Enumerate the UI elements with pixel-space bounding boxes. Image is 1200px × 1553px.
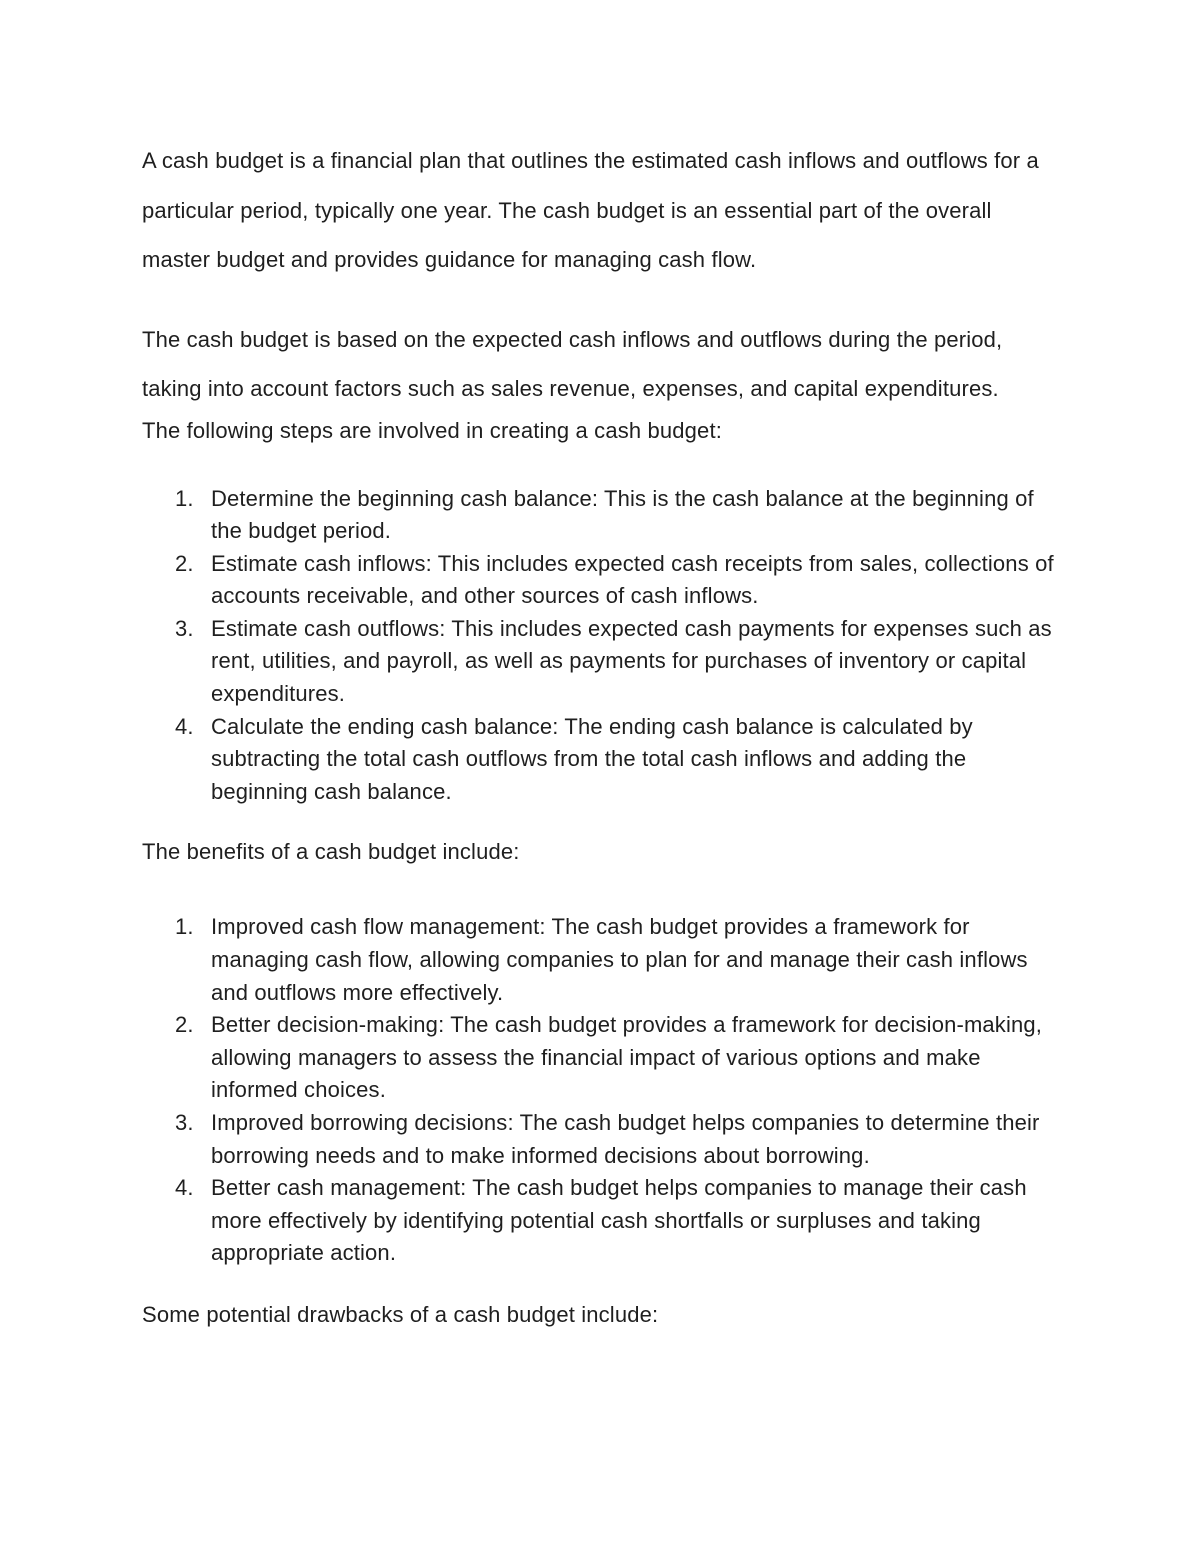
- list-text: Calculate the ending cash balance: The ending cash balance is calculated by subtracting the total cash outflows from the total cash inflows and adding the beginning cash balance.: [211, 713, 973, 804]
- list-text: Determine the beginning cash balance: This is the cash balance at the beginning of the budget period.: [211, 485, 1034, 544]
- list-text: Improved cash flow management: The cash budget provides a framework for managing cash flow, allowing companies to plan for and manage their cash inflows and outflows more effectively.: [211, 914, 1028, 1005]
- list-item: [142, 1009, 1062, 1107]
- list-text: Estimate cash inflows: This includes expected cash receipts from sales, collections of accounts receivable, and other sources of cash inflows.: [211, 550, 1054, 609]
- list-item: [142, 483, 1062, 548]
- list-item: [142, 711, 1062, 809]
- list-item: [142, 548, 1062, 613]
- list-item: [142, 613, 1062, 711]
- list-item: [142, 911, 1062, 1009]
- steps-list: [142, 483, 1062, 809]
- list-text: Better decision-making: The cash budget provides a framework for decision-making, allowing managers to assess the financial impact of various options and make informed choices.: [211, 1012, 1043, 1103]
- basis-paragraph: The cash budget is based on the expected cash inflows and outflows during the period, taking into account factors such as sales revenue, expenses, and capital expenditures.: [142, 326, 1003, 401]
- benefits-list: [142, 911, 1062, 1270]
- document-page: [142, 136, 1062, 1331]
- list-number: 3.: [175, 615, 194, 641]
- list-number: 1.: [175, 914, 194, 940]
- drawbacks-heading: Some potential drawbacks of a cash budget include:: [142, 1301, 659, 1327]
- list-text: Better cash management: The cash budget helps companies to manage their cash more effectively by identifying potential cash shortfalls or surpluses and taking appropriate action.: [211, 1175, 1027, 1266]
- benefits-heading: The benefits of a cash budget include:: [142, 839, 520, 865]
- intro-paragraph: A cash budget is a financial plan that outlines the estimated cash inflows and outflows for a particular period, typically one year. The cash budget is an essential part of the overall master budget and provides guidance for managing cash flow.: [142, 148, 1039, 272]
- list-text: Improved borrowing decisions: The cash budget helps companies to determine their borrowing needs and to make informed decisions about borrowing.: [211, 1110, 1040, 1168]
- list-text: Estimate cash outflows: This includes expected cash payments for expenses such as rent, utilities, and payroll, as well as payments for purchases of inventory or capital expenditures.: [211, 615, 1052, 707]
- list-number: 2.: [175, 1012, 194, 1038]
- list-number: 2.: [175, 550, 194, 576]
- list-number: 4.: [175, 1175, 194, 1201]
- steps-intro: The following steps are involved in creating a cash budget:: [142, 417, 722, 443]
- list-number: 1.: [175, 485, 194, 511]
- list-number: 3.: [175, 1110, 194, 1135]
- list-item: [142, 1172, 1062, 1270]
- list-number: 4.: [175, 713, 194, 739]
- list-item: [142, 1107, 1062, 1172]
